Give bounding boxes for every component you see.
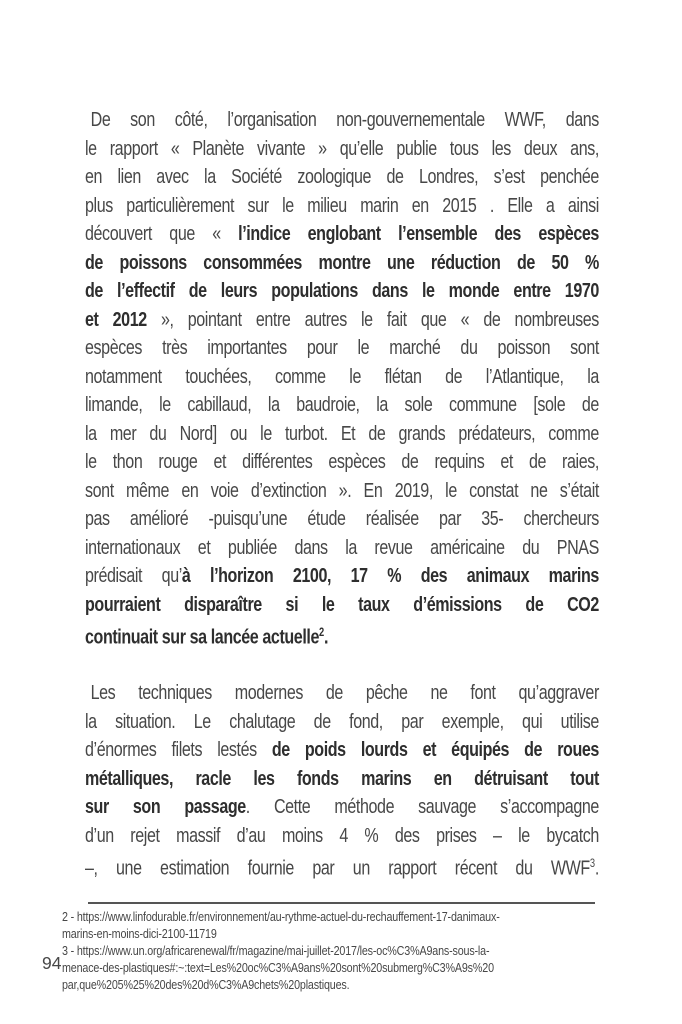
- text-line: –, une estimation fournie par un rapport récent du WWF$^3$.: [85, 857, 599, 880]
- footnote: [62, 908, 632, 942]
- text-line: et 2012 », pointant entre autres le fait que « de nombreuses: [85, 308, 599, 331]
- body-text: [85, 106, 599, 883]
- text-line: métalliques, racle les fonds marins en détruisant tout: [85, 767, 599, 790]
- footnote-line: par,que%205%25%20des%20d%C3%A9chets%20plastiques.: [62, 977, 350, 992]
- text-line: espèces très importantes pour le marché du poisson sont: [85, 337, 599, 359]
- footnote-divider: [88, 902, 595, 904]
- footnote-line: marins-en-moins-dici-2100-11719: [62, 926, 217, 941]
- footnote-line: menace-des-plastiques#:~:text=Les%20oc%C3%A9ans%20sont%20submerg%C3%A9s%20: [62, 960, 494, 975]
- text-line: la mer du Nord] ou le turbot. Et de grands prédateurs, comme: [85, 422, 599, 445]
- text-line: la situation. Le chalutage de fond, par exemple, qui utilise: [85, 710, 599, 733]
- text-line: le thon rouge et différentes espèces de requins et de raies,: [85, 451, 599, 473]
- text-line: sur son passage. Cette méthode sauvage s’accompagne: [85, 796, 599, 819]
- text-line: plus particulièrement sur le milieu marin en 2015 . Elle a ainsi: [85, 194, 599, 217]
- text-line: de l’effectif de leurs populations dans le monde entre 1970: [85, 280, 599, 302]
- paragraph: [85, 106, 599, 652]
- text-line: d’énormes filets lestés de poids lourds et équipés de roues: [85, 739, 599, 762]
- paragraph: [85, 679, 599, 883]
- text-line: sont même en voie d’extinction ». En 2019, le constat ne s’était: [85, 479, 599, 502]
- text-line: Les techniques modernes de pêche ne font qu’aggraver: [90, 682, 599, 705]
- text-line: prédisait qu’à l’horizon 2100, 17 % des animaux marins: [85, 565, 599, 587]
- footnote: [62, 942, 632, 993]
- text-line: découvert que « l’indice englobant l’ensemble des espèces: [85, 223, 599, 245]
- text-line: de poissons consommées montre une réduction de 50 %: [85, 251, 599, 274]
- text-line: d’un rejet massif d’au moins 4 % des prises – le bycatch: [85, 824, 599, 847]
- text-line: continuait sur sa lancée actuelle$^2$.: [85, 626, 329, 649]
- text-line: pas amélioré -puisqu’une étude réalisée par 35- chercheurs: [85, 508, 599, 530]
- footnote-line: 2 - https://www.linfodurable.fr/environnement/au-rythme-actuel-du-rechauffement-17-danimaux-: [62, 909, 500, 924]
- text-line: De son côté, l’organisation non-gouvernementale WWF, dans: [90, 109, 599, 131]
- text-line: limande, le cabillaud, la baudroie, la sole commune [sole de: [85, 394, 599, 416]
- footnotes: [62, 908, 632, 993]
- text-line: notamment touchées, comme le flétan de l’Atlantique, la: [85, 365, 599, 388]
- text-line: internationaux et publiée dans la revue américaine du PNAS: [85, 536, 599, 559]
- text-line: le rapport « Planète vivante » qu’elle publie tous les deux ans,: [85, 137, 599, 160]
- text-line: pourraient disparaître si le taux d’émissions de CO2: [85, 593, 599, 616]
- text-line: en lien avec la Société zoologique de Londres, s’est penchée: [85, 166, 599, 188]
- page-number: 94: [42, 953, 62, 973]
- footnote-line: 3 - https://www.un.org/africarenewal/fr/magazine/mai-juillet-2017/les-oc%C3%A9ans-sous-la-: [62, 943, 490, 958]
